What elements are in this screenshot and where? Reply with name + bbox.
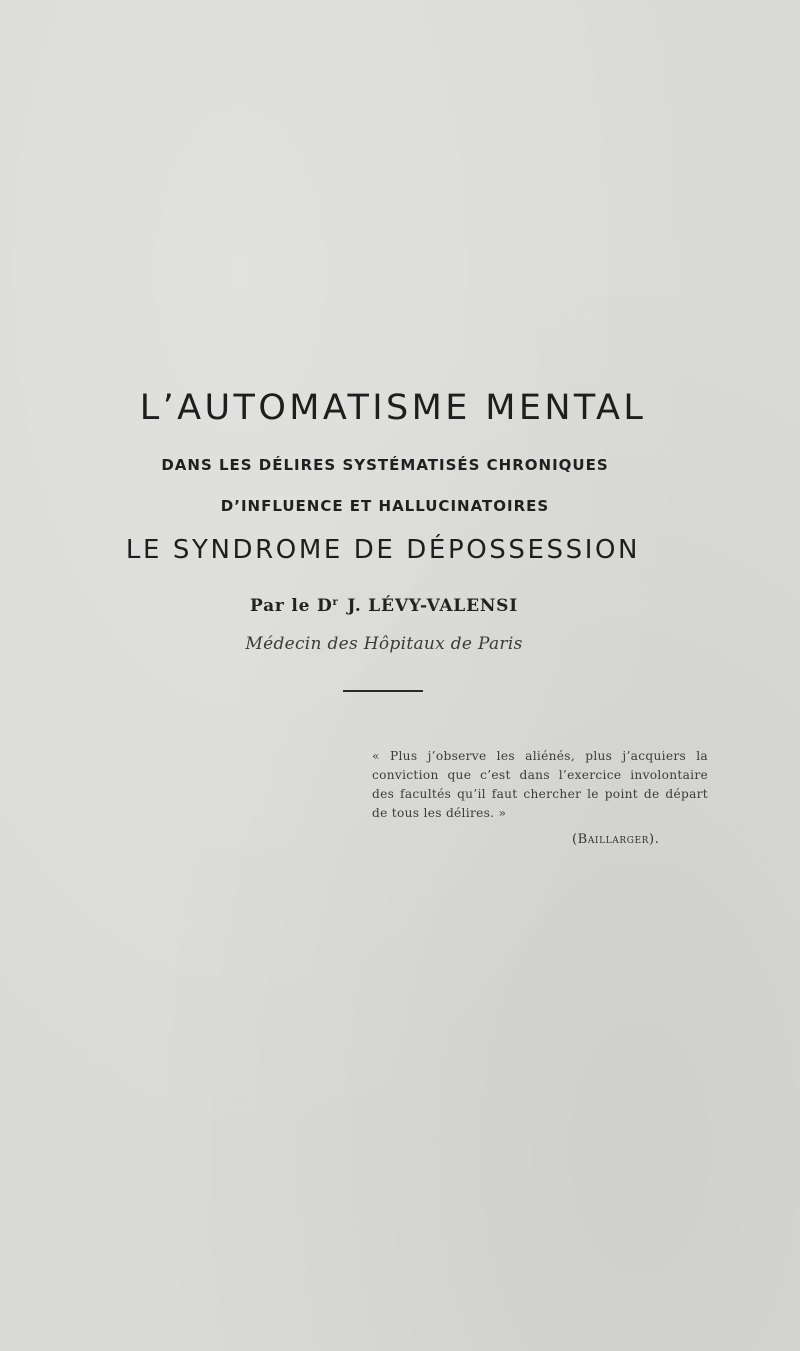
- author-affiliation: Médecin des Hôpitaux de Paris: [245, 634, 523, 654]
- divider-rule: [343, 690, 423, 692]
- main-title: L’AUTOMATISME MENTAL: [139, 388, 647, 428]
- secondary-title: LE SYNDROME DE DÉPOSSESSION: [125, 535, 641, 565]
- author-title-superscript: r: [332, 597, 339, 608]
- epigraph-source-text: (Baillarger).: [572, 832, 660, 847]
- epigraph-quote: « Plus j’observe les aliénés, plus j’acquiers la conviction que c’est dans l’exercice involontaire des facultés qu’il faut chercher le point de départ de tous les délires. »: [372, 749, 708, 820]
- author-name: J. LÉVY-VALENSI: [347, 596, 518, 616]
- epigraph-source: [572, 832, 659, 847]
- subtitle-line-2: D’INFLUENCE ET HALLUCINATOIRES: [220, 497, 550, 515]
- subtitle-line-1: DANS LES DÉLIRES SYSTÉMATISÉS CHRONIQUES: [161, 456, 609, 474]
- author-prefix: Par le D: [249, 596, 333, 616]
- author-line: [0, 596, 784, 616]
